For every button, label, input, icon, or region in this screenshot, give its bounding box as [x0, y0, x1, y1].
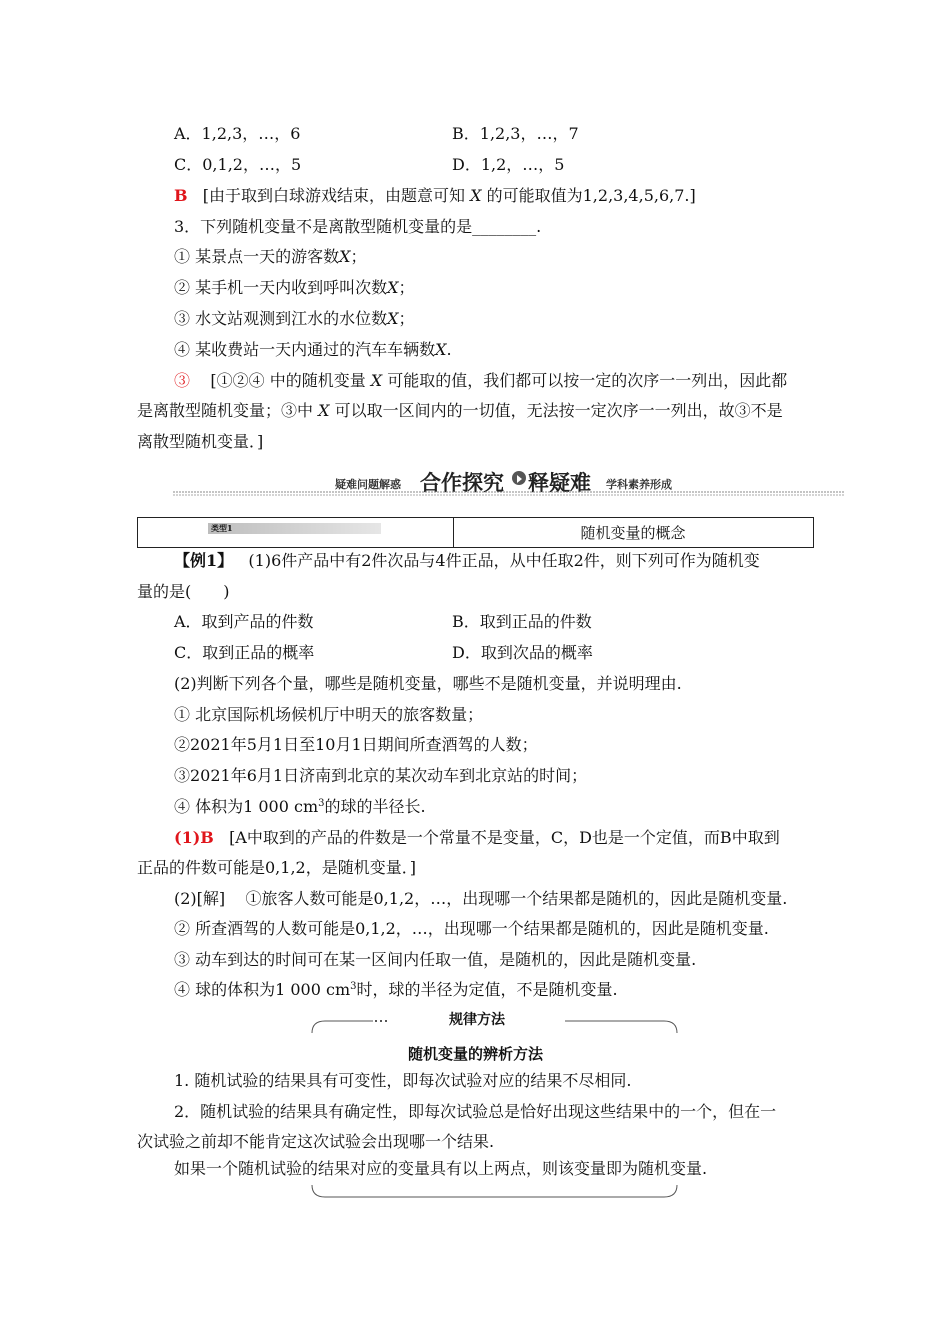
q3-explanation-line-1 [174, 371, 787, 391]
banner-separator [173, 490, 845, 498]
q3-item-4-var: X [435, 340, 447, 359]
option-b: B．1,2,3，…，7 [452, 124, 579, 143]
example1-label: 【例1】 [174, 551, 234, 570]
banner-main-1: 合作探究 [420, 471, 504, 495]
q3-item-3-text: ③ 水文站观测到江水的水位数 [174, 309, 388, 328]
method-box-header: 规律方法 [389, 1011, 565, 1029]
example1-option-a: A．取到产品的件数 [174, 612, 314, 631]
banner-main-2: 释疑难 [528, 471, 591, 495]
q3-item-2-text: ② 某手机一天内收到呼叫次数 [174, 278, 388, 297]
example1-item-1: ① 北京国际机场候机厅中明天的旅客数量； [174, 705, 484, 724]
q3-exp2-pre: 是离散型随机变量；③中 [137, 401, 314, 420]
method-p2-line1: 2．随机试验的结果具有确定性，即每次试验总是恰好出现这些结果中的一个，但在一 [174, 1102, 777, 1121]
solution-2-line4-post: 时，球的半径为定值，不是随机变量. [356, 980, 618, 999]
q2-answer-line [174, 186, 696, 206]
solution-1-line1 [174, 828, 780, 848]
q3-item-1-punct: ； [350, 247, 367, 266]
example1-option-b: B．取到正品的件数 [452, 612, 592, 631]
example1-item-2: ②2021年5月1日至10月1日期间所查酒驾的人数； [174, 735, 538, 754]
type-table [137, 517, 814, 548]
solution-2-label: (2)[解] [174, 889, 226, 908]
q3-explanation-line-3: 离散型随机变量．] [137, 432, 264, 451]
type-title: 随机变量的概念 [580, 524, 686, 542]
method-p2-line2: 次试验之前却不能肯定这次试验会出现哪一个结果. [137, 1132, 495, 1151]
example1-option-d: D．取到次品的概率 [452, 643, 593, 662]
solution-2-line1 [174, 889, 787, 909]
method-box-bottom-frame [311, 1184, 678, 1200]
example1-line2: 量的是( ) [137, 582, 230, 601]
q3-item-1-text: ① 某景点一天的游客数 [174, 247, 340, 266]
solution-2-line4-sup: 3 [350, 981, 357, 992]
q3-item-4 [174, 340, 452, 360]
type-tag: 类型1 [208, 523, 381, 534]
q2-answer-var: X [470, 186, 482, 205]
example1-item-4 [174, 797, 426, 817]
q3-item-3 [174, 309, 415, 329]
banner-arrow-icon [512, 471, 526, 485]
example1-item-4-post: 的球的半径长. [324, 797, 426, 816]
q3-exp1-pre: [①②④ 中的随机变量 [210, 371, 366, 390]
solution-1-mark: (1)B [174, 828, 214, 847]
solution-2-line4-pre: ④ 球的体积为1 000 cm [174, 980, 351, 999]
method-p1: 1. 随机试验的结果具有可变性，即每次试验对应的结果不尽相同. [174, 1071, 632, 1090]
q3-explanation-line-2 [137, 401, 783, 421]
banner-left-text: 疑难问题解惑 [335, 478, 401, 491]
option-a: A．1,2,3，…，6 [174, 124, 301, 143]
example1-line1 [174, 551, 760, 571]
solution-2-line4 [174, 980, 618, 1000]
q3-item-2 [174, 278, 415, 298]
example1-item-3: ③2021年6月1日济南到北京的某次动车到北京站的时间； [174, 766, 588, 785]
banner-right-text: 学科素养形成 [606, 478, 672, 491]
q3-answer-mark: ③ [174, 371, 191, 390]
q3-exp2-post: 可以取一区间内的一切值，无法按一定次序一一列出，故③不是 [334, 401, 783, 420]
q3-exp1-post: 可能取的值，我们都可以按一定的次序一一列出，因此都 [387, 371, 788, 390]
method-p3: 如果一个随机试验的结果对应的变量具有以上两点，则该变量即为随机变量. [174, 1159, 708, 1178]
solution-1-line2: 正品的件数可能是0,1,2，是随机变量．] [137, 858, 416, 877]
example1-line1-text: (1)6件产品中有2件次品与4件正品，从中任取2件，则下列可作为随机变 [248, 551, 760, 570]
q3-item-4-punct: . [446, 340, 452, 359]
q3-exp2-var: X [318, 401, 330, 420]
solution-2-line3: ③ 动车到达的时间可在某一区间内任取一值，是随机的，因此是随机变量. [174, 950, 697, 969]
q2-answer-text-pre: [由于取到白球游戏结束，由题意可知 [202, 186, 466, 205]
q3-item-3-var: X [387, 309, 399, 328]
method-box-title: 随机变量的辨析方法 [407, 1045, 543, 1063]
q3-item-2-var: X [387, 278, 399, 297]
q3-exp1-var: X [370, 371, 383, 390]
solution-2-line1-text: ①旅客人数可能是0,1,2，…，出现哪一个结果都是随机的，因此是随机变量. [245, 889, 788, 908]
q3-item-3-punct: ； [398, 309, 415, 328]
option-d: D．1,2，…，5 [452, 155, 565, 174]
q2-answer-text-post: 的可能取值为1,2,3,4,5,6,7.] [486, 186, 696, 205]
q3-item-1-var: X [339, 247, 351, 266]
solution-2-line2: ② 所查酒驾的人数可能是0,1,2，…，出现哪一个结果都是随机的，因此是随机变量. [174, 919, 769, 938]
solution-1-text: [A中取到的产品的件数是一个常量不是变量，C，D也是一个定值，而B中取到 [229, 828, 780, 847]
q3-item-4-text: ④ 某收费站一天内通过的汽车车辆数 [174, 340, 436, 359]
example1-part2: (2)判断下列各个量，哪些是随机变量，哪些不是随机变量，并说明理由. [174, 674, 682, 693]
example1-item-4-sup: 3 [318, 798, 325, 809]
example1-item-4-pre: ④ 体积为1 000 cm [174, 797, 319, 816]
q2-answer-letter: B [174, 186, 188, 205]
q3-stem: 3．下列随机变量不是离散型随机变量的是________. [174, 217, 542, 236]
q3-item-1 [174, 247, 367, 267]
option-c: C．0,1,2，…，5 [174, 155, 302, 174]
example1-option-c: C．取到正品的概率 [174, 643, 315, 662]
q3-item-2-punct: ； [398, 278, 415, 297]
